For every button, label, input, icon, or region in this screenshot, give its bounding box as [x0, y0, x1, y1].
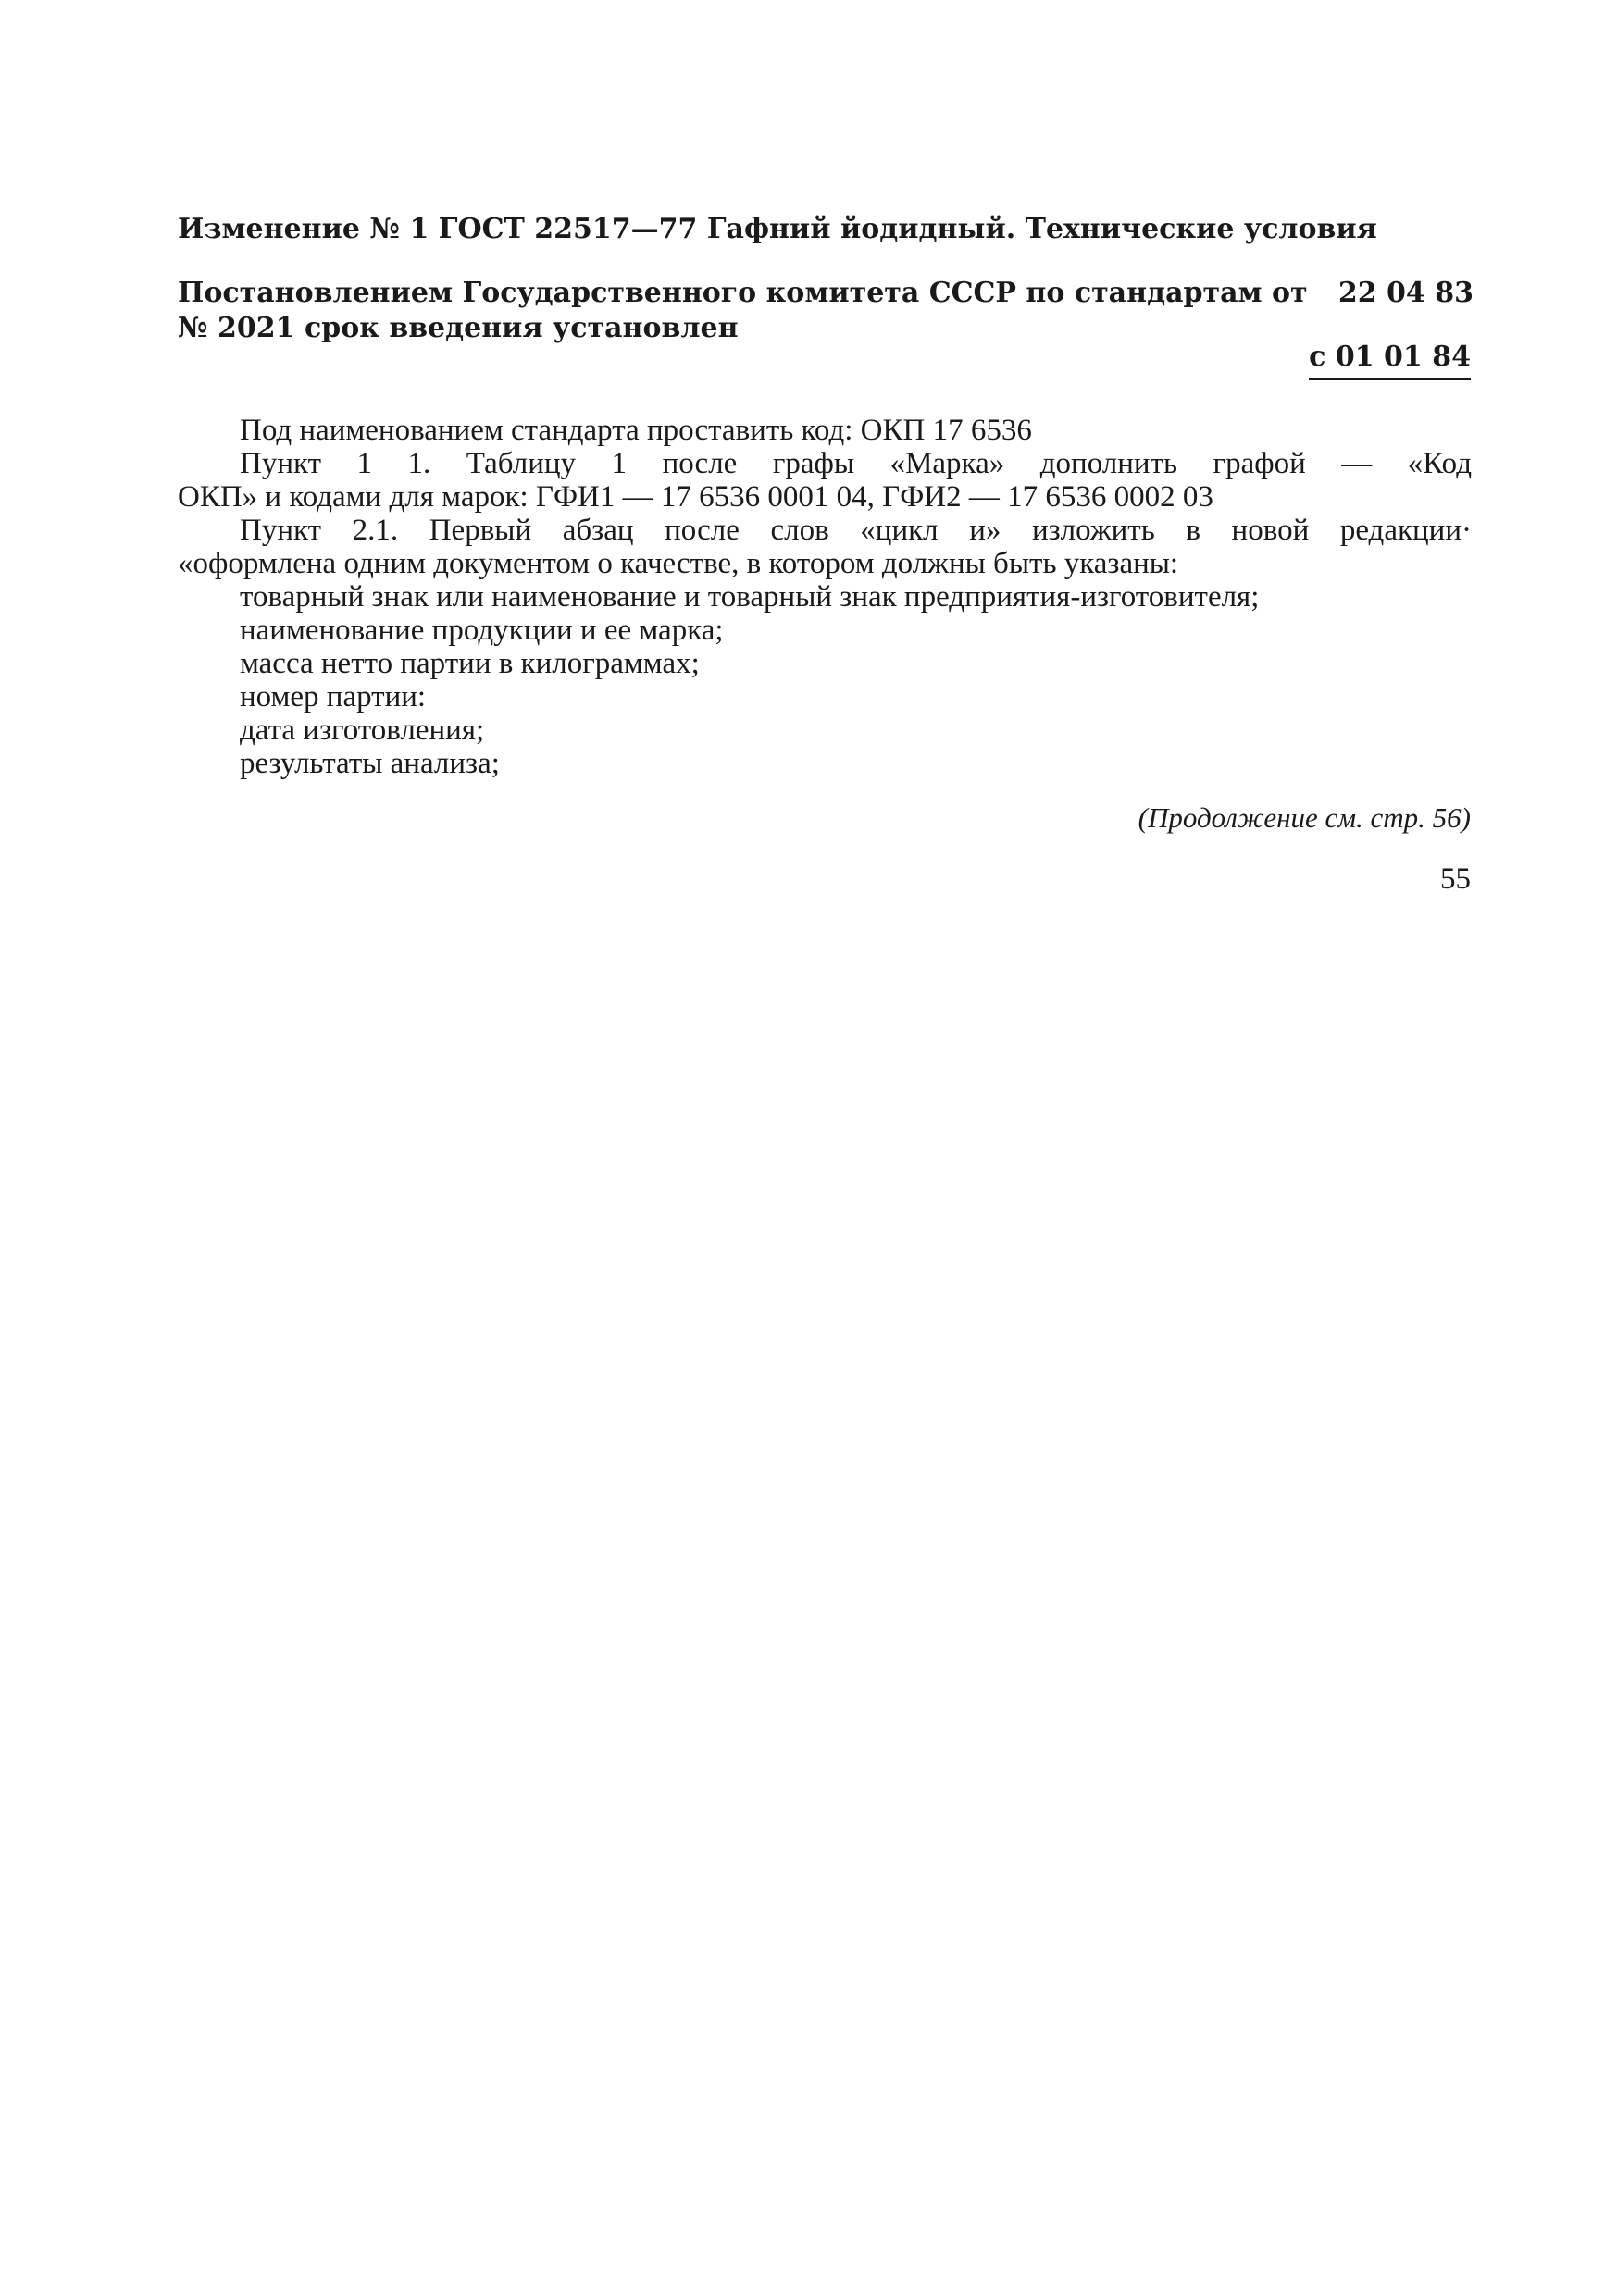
page-number: 55 [1440, 863, 1471, 896]
decree-date: 22 04 83 [1337, 277, 1474, 309]
list-item: масса нетто партии в килограммах; [240, 647, 700, 680]
paragraph-2-1-line-2: «оформлена одним документом о качестве, в котором должны быть указаны: [178, 547, 1179, 580]
decree-line-1 [178, 276, 1474, 311]
decree-line-2: № 2021 срок введения установлен [178, 312, 739, 344]
list-item: результаты анализа; [240, 747, 500, 780]
paragraph-2-1-line-1: Пункт 2.1. Первый абзац после слов «цикл и» изложить в новой редакции· [240, 514, 1472, 547]
paragraph-table-1-line-2: ОКП» и кодами для марок: ГФИ1 — 17 6536 0001 04, ГФИ2 — 17 6536 0002 03 [178, 480, 1213, 514]
list-item: наименование продукции и ее марка; [240, 614, 724, 647]
list-item: товарный знак или наименование и товарный знак предприятия-изготовителя; [240, 580, 1260, 614]
paragraph-table-1-line-1: Пункт 1 1. Таблицу 1 после графы «Марка» дополнить графой — «Код [240, 447, 1472, 480]
continuation-note: (Продолжение см. стр. 56) [1138, 801, 1471, 834]
decree-text-1: Постановлением Государственного комитета СССР по стандартам от [178, 277, 1308, 309]
amendment-heading: Изменение № 1 ГОСТ 22517—77 Гафний йодидный. Технические условия [178, 213, 1377, 245]
list-item: номер партии: [240, 680, 427, 714]
paragraph-okp-code: Под наименованием стандарта проставить код: ОКП 17 6536 [240, 414, 1032, 447]
list-item: дата изготовления; [240, 714, 485, 747]
effective-date: с 01 01 84 [1309, 339, 1471, 380]
amendment-body [178, 414, 1472, 780]
